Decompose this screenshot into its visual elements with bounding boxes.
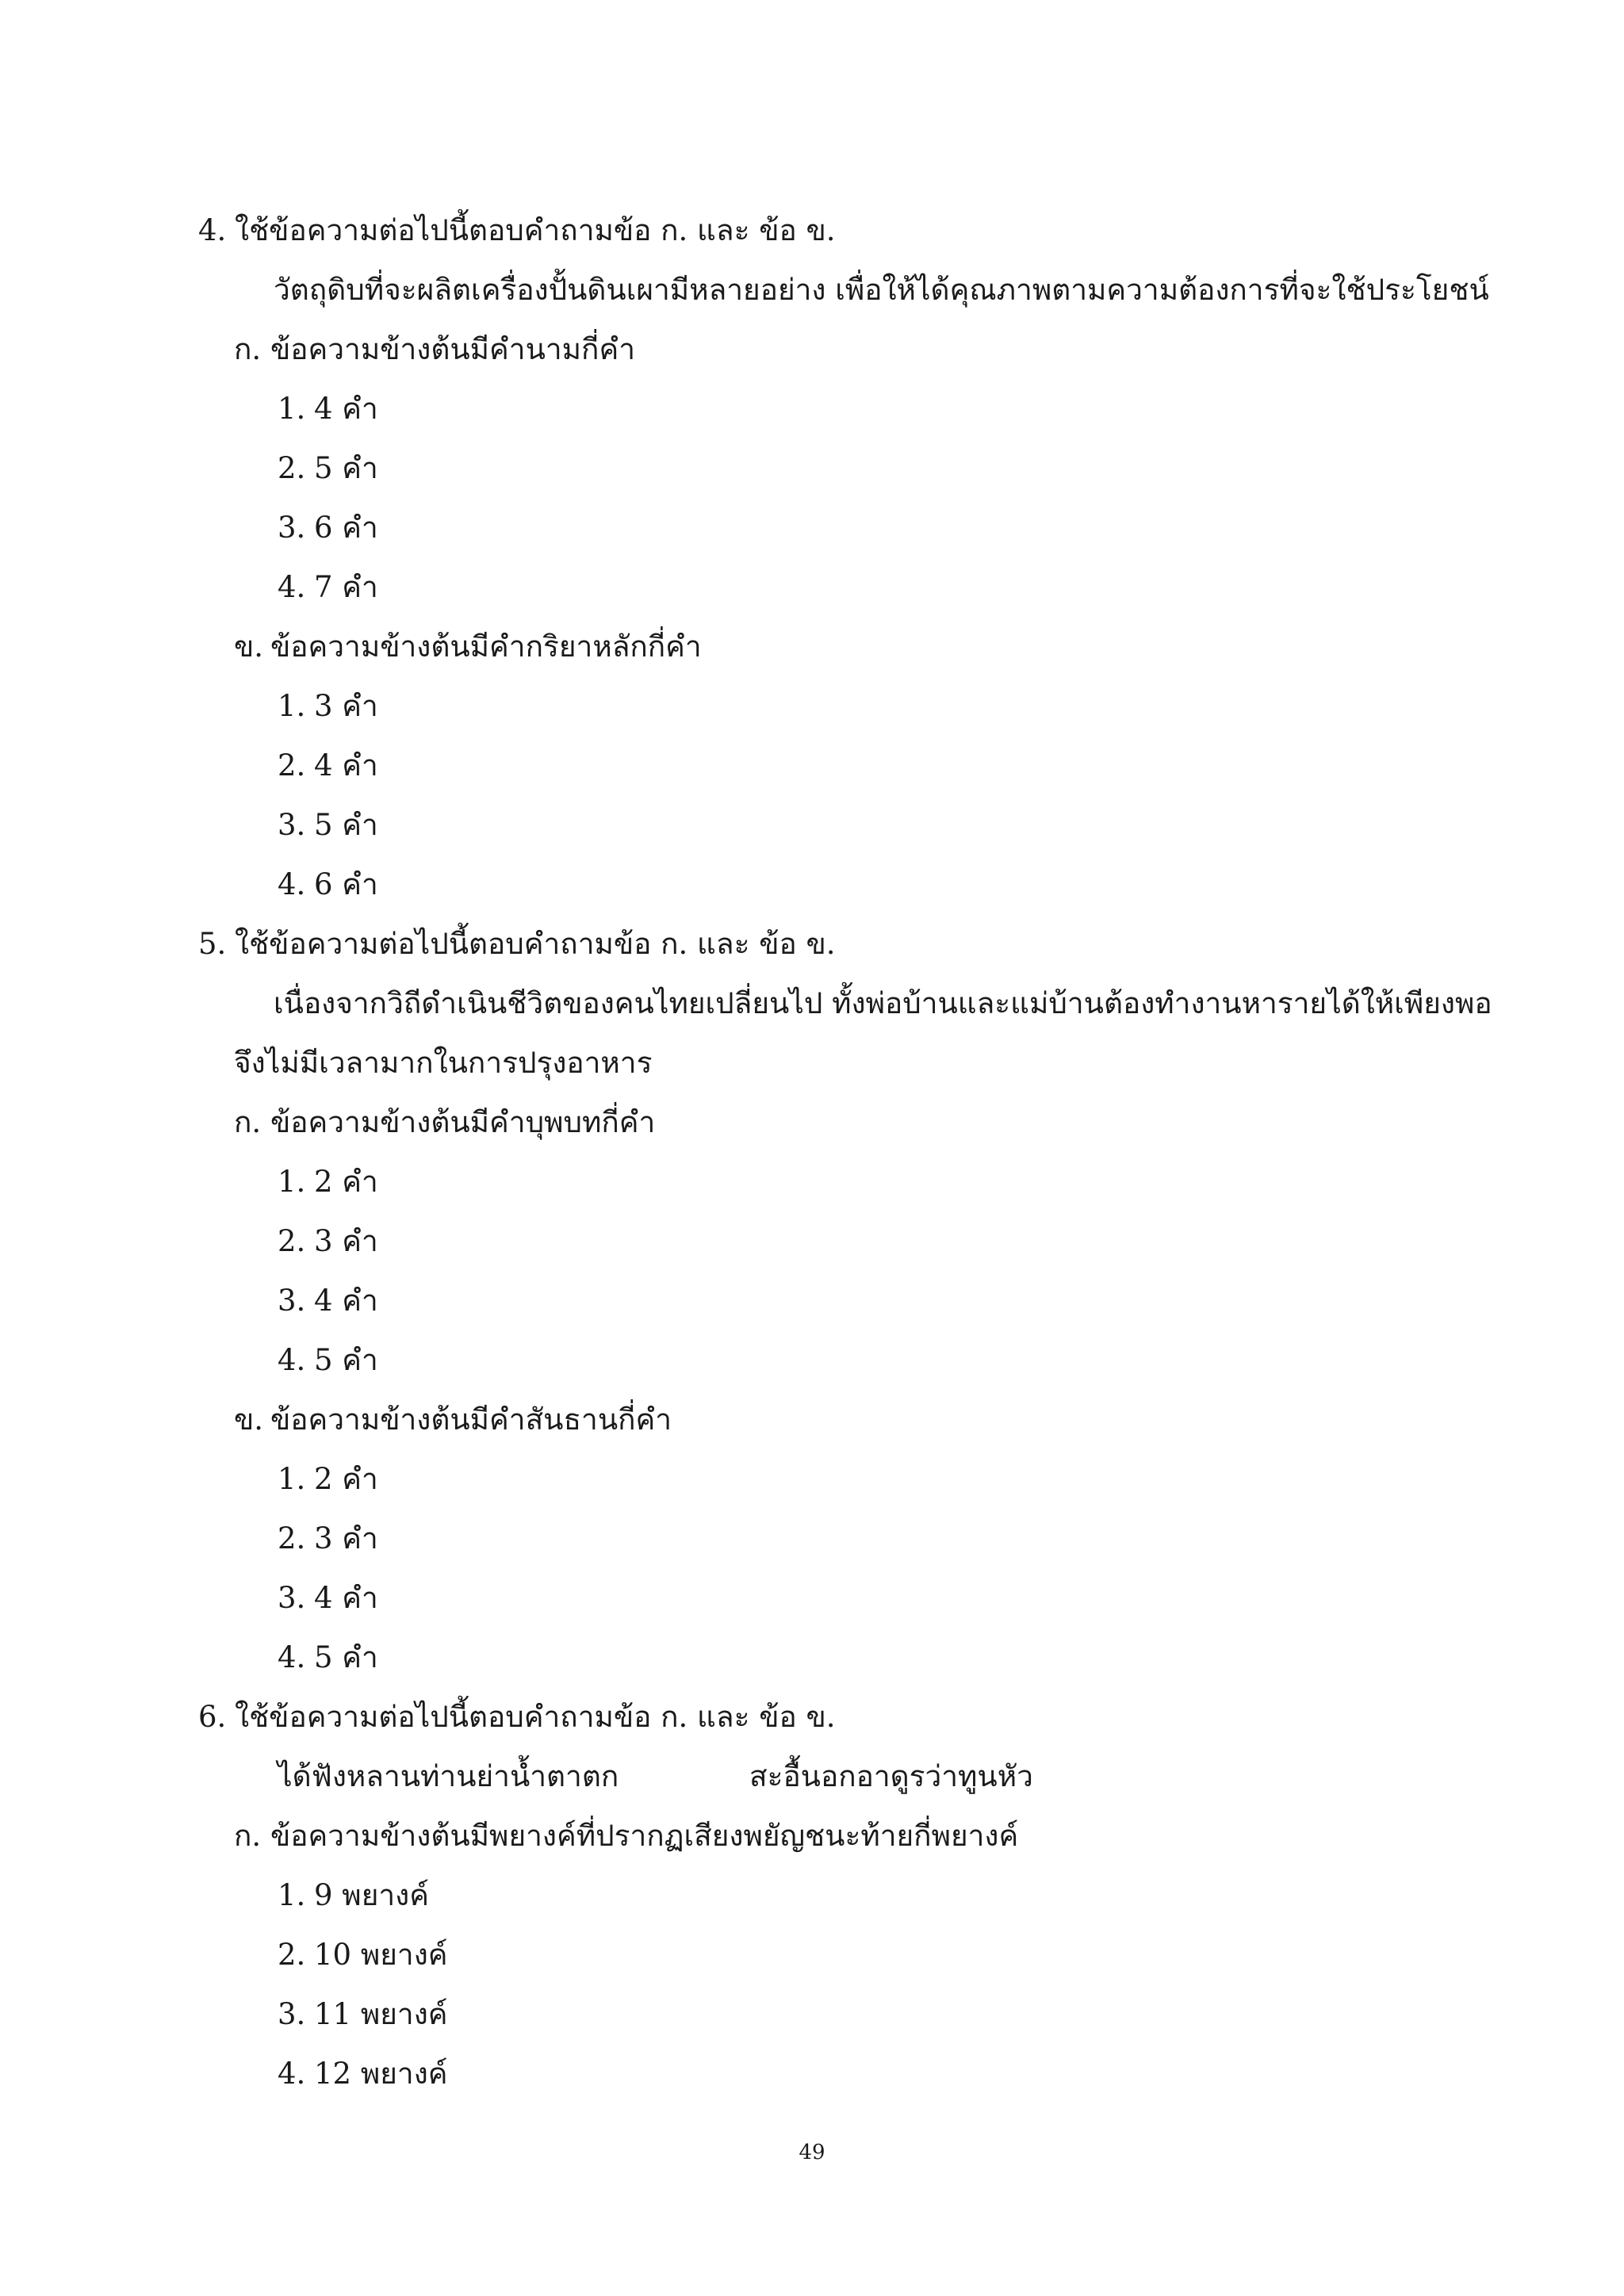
option-item[interactable]: 2. 4 คำ [278, 748, 378, 783]
question-5-part-b: ข. ข้อความข้างต้นมีคำสันธานกี่คำ [234, 1402, 672, 1437]
option-item[interactable]: 1. 3 คำ [278, 689, 378, 723]
verse-line-2: สะอื้นอกอาดูรว่าทูนหัว [749, 1759, 1033, 1793]
question-prompt: ใช้ข้อความต่อไปนี้ตอบคำถามข้อ ก. และ ข้อ ข. [235, 213, 836, 247]
option-item[interactable]: 2. 5 คำ [278, 451, 378, 485]
option-item[interactable]: 4. 7 คำ [278, 570, 378, 604]
option-item[interactable]: 1. 9 พยางค์ [278, 1878, 429, 1912]
verse-line-1: ได้ฟังหลานท่านย่าน้ำตาตก [278, 1759, 619, 1793]
option-item[interactable]: 3. 5 คำ [278, 808, 378, 842]
question-prompt: ใช้ข้อความต่อไปนี้ตอบคำถามข้อ ก. และ ข้อ ข. [235, 1700, 836, 1734]
page-number: 49 [799, 2141, 825, 2164]
option-item[interactable]: 4. 6 คำ [278, 867, 378, 901]
question-4-passage: วัตถุดิบที่จะผลิตเครื่องปั้นดินเผามีหลายอย่าง เพื่อให้ได้คุณภาพตามความต้องการที่จะใช้ประโยชน์ [274, 273, 1489, 307]
question-5-prompt [198, 929, 836, 959]
question-4-prompt [198, 213, 836, 247]
option-item[interactable]: 2. 3 คำ [278, 1521, 378, 1556]
question-5-part-a: ก. ข้อความข้างต้นมีคำบุพบทกี่คำ [234, 1105, 656, 1139]
question-number: 4. [198, 213, 227, 247]
question-4-part-a: ก. ข้อความข้างต้นมีคำนามกี่คำ [234, 332, 635, 366]
option-item[interactable]: 1. 2 คำ [278, 1165, 378, 1199]
question-4-part-b: ข. ข้อความข้างต้นมีคำกริยาหลักกี่คำ [234, 629, 702, 664]
option-item[interactable]: 3. 11 พยางค์ [278, 1997, 448, 2031]
option-item[interactable]: 1. 4 คำ [278, 392, 378, 426]
question-6-prompt [198, 1702, 836, 1732]
option-item[interactable]: 1. 2 คำ [278, 1462, 378, 1496]
option-item[interactable]: 3. 4 คำ [278, 1581, 378, 1615]
question-5-passage-line-2: จึงไม่มีเวลามากในการปรุงอาหาร [234, 1046, 653, 1080]
question-number: 5. [198, 927, 227, 961]
option-item[interactable]: 2. 3 คำ [278, 1224, 378, 1258]
option-item[interactable]: 3. 6 คำ [278, 511, 378, 545]
question-number: 6. [198, 1700, 227, 1734]
option-item[interactable]: 4. 12 พยางค์ [278, 2057, 448, 2091]
option-item[interactable]: 2. 10 พยางค์ [278, 1938, 448, 1972]
option-item[interactable]: 4. 5 คำ [278, 1343, 378, 1377]
question-5-passage-line-1: เนื่องจากวิถีดำเนินชีวิตของคนไทยเปลี่ยนไป ทั้งพ่อบ้านและแม่บ้านต้องทำงานหารายได้ให้เพียงพอ [274, 986, 1492, 1020]
option-item[interactable]: 3. 4 คำ [278, 1284, 378, 1318]
question-6-part-a: ก. ข้อความข้างต้นมีพยางค์ที่ปรากฏเสียงพยัญชนะท้ายกี่พยางค์ [234, 1819, 1019, 1853]
question-prompt: ใช้ข้อความต่อไปนี้ตอบคำถามข้อ ก. และ ข้อ ข. [235, 927, 836, 961]
option-item[interactable]: 4. 5 คำ [278, 1640, 378, 1674]
